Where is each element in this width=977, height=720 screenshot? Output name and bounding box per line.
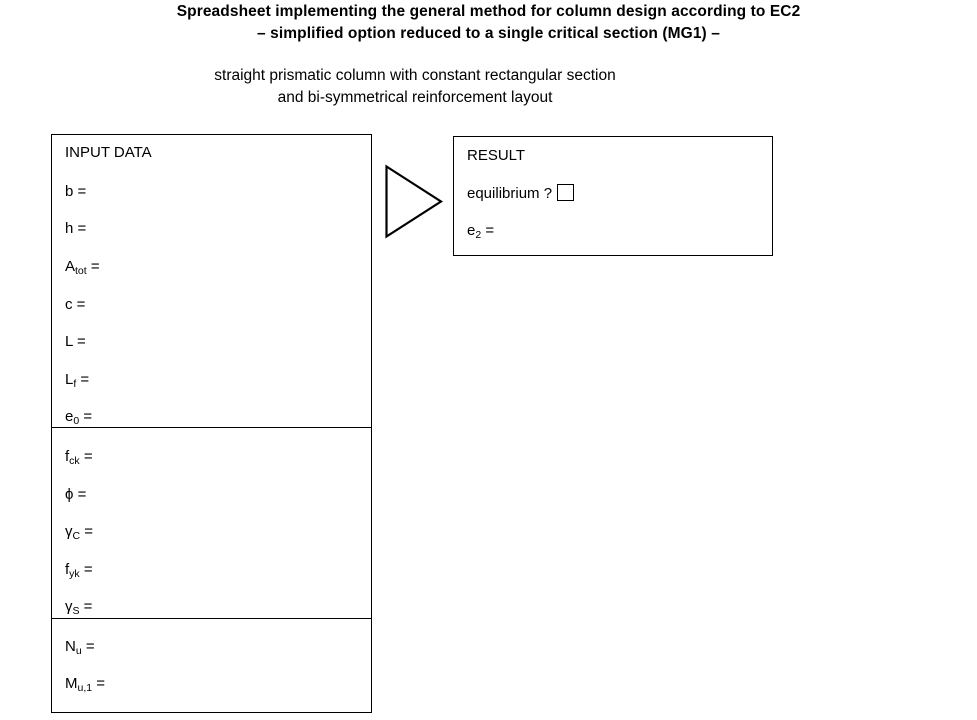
field-Lf-tail: = xyxy=(76,371,90,388)
field-gamma-s-sub: S xyxy=(72,605,80,617)
subtitle-line-1: straight prismatic column with constant rectangular section xyxy=(214,67,616,84)
field-phi-label: ϕ = xyxy=(65,486,87,503)
title-line-1: Spreadsheet implementing the general method for column design according to EC2 xyxy=(176,3,801,20)
field-e0[interactable] xyxy=(65,408,92,427)
field-c-label: c = xyxy=(65,296,86,313)
field-atot-label: A xyxy=(65,258,76,275)
field-fck[interactable] xyxy=(65,448,93,467)
page-title xyxy=(0,0,977,45)
field-fyk-tail: = xyxy=(79,561,93,578)
result-panel xyxy=(453,136,773,256)
play-triangle-arrow-icon xyxy=(384,164,444,239)
field-h[interactable] xyxy=(65,220,86,238)
title-line-2: – simplified option reduced to a single critical section (MG1) – xyxy=(257,25,720,42)
equilibrium-checkbox[interactable] xyxy=(557,184,574,201)
field-L[interactable] xyxy=(65,333,86,351)
page-subtitle xyxy=(0,65,830,109)
field-fyk[interactable] xyxy=(65,561,93,580)
subtitle-line-2: and bi-symmetrical reinforcement layout xyxy=(277,89,553,106)
field-phi[interactable] xyxy=(65,486,86,504)
field-fck-tail: = xyxy=(79,448,93,465)
input-data-panel xyxy=(51,134,372,713)
field-Mu1-tail: = xyxy=(92,675,106,692)
field-gamma-s-tail: = xyxy=(79,598,93,615)
field-atot-tail: = xyxy=(86,258,100,275)
field-e2-label: e xyxy=(467,222,476,239)
equilibrium-row xyxy=(467,184,574,203)
field-fyk-label: f xyxy=(65,561,70,578)
field-Nu-label: N xyxy=(65,638,76,655)
field-gamma-s-label: γ xyxy=(65,598,73,615)
field-h-label: h = xyxy=(65,220,87,237)
field-e2-tail: = xyxy=(481,222,495,239)
field-Lf-sub: f xyxy=(73,378,77,390)
equilibrium-label: equilibrium ? xyxy=(467,185,553,202)
field-e2[interactable] xyxy=(467,222,494,241)
field-e0-label: e xyxy=(65,408,74,425)
field-atot[interactable] xyxy=(65,258,100,277)
field-gamma-c-tail: = xyxy=(80,523,94,540)
field-Nu-sub: u xyxy=(75,645,82,657)
field-b-label: b = xyxy=(65,183,87,200)
field-gamma-c[interactable] xyxy=(65,523,93,542)
field-gamma-c-sub: C xyxy=(72,530,81,542)
field-fyk-sub: yk xyxy=(69,568,80,580)
result-heading: RESULT xyxy=(467,147,526,164)
field-Nu-tail: = xyxy=(81,638,95,655)
field-e0-tail: = xyxy=(79,408,93,425)
field-b[interactable] xyxy=(65,183,86,201)
field-fck-label: f xyxy=(65,448,70,465)
field-Mu1-sub: u,1 xyxy=(77,682,93,694)
field-Nu[interactable] xyxy=(65,638,95,657)
field-c[interactable] xyxy=(65,296,85,314)
field-gamma-s[interactable] xyxy=(65,598,92,617)
field-L-label: L = xyxy=(65,333,86,350)
field-Mu1-label: M xyxy=(65,675,78,692)
field-gamma-c-label: γ xyxy=(65,523,73,540)
field-atot-sub: tot xyxy=(75,265,87,277)
field-fck-sub: ck xyxy=(69,455,80,467)
field-Lf-label: L xyxy=(65,371,74,388)
field-e0-sub: 0 xyxy=(73,415,80,427)
divider-materials xyxy=(52,618,371,619)
input-data-heading: INPUT DATA xyxy=(65,144,152,161)
field-e2-sub: 2 xyxy=(475,229,482,241)
divider-geometry xyxy=(52,427,371,428)
field-Lf[interactable] xyxy=(65,371,89,390)
field-Mu1[interactable] xyxy=(65,675,105,694)
